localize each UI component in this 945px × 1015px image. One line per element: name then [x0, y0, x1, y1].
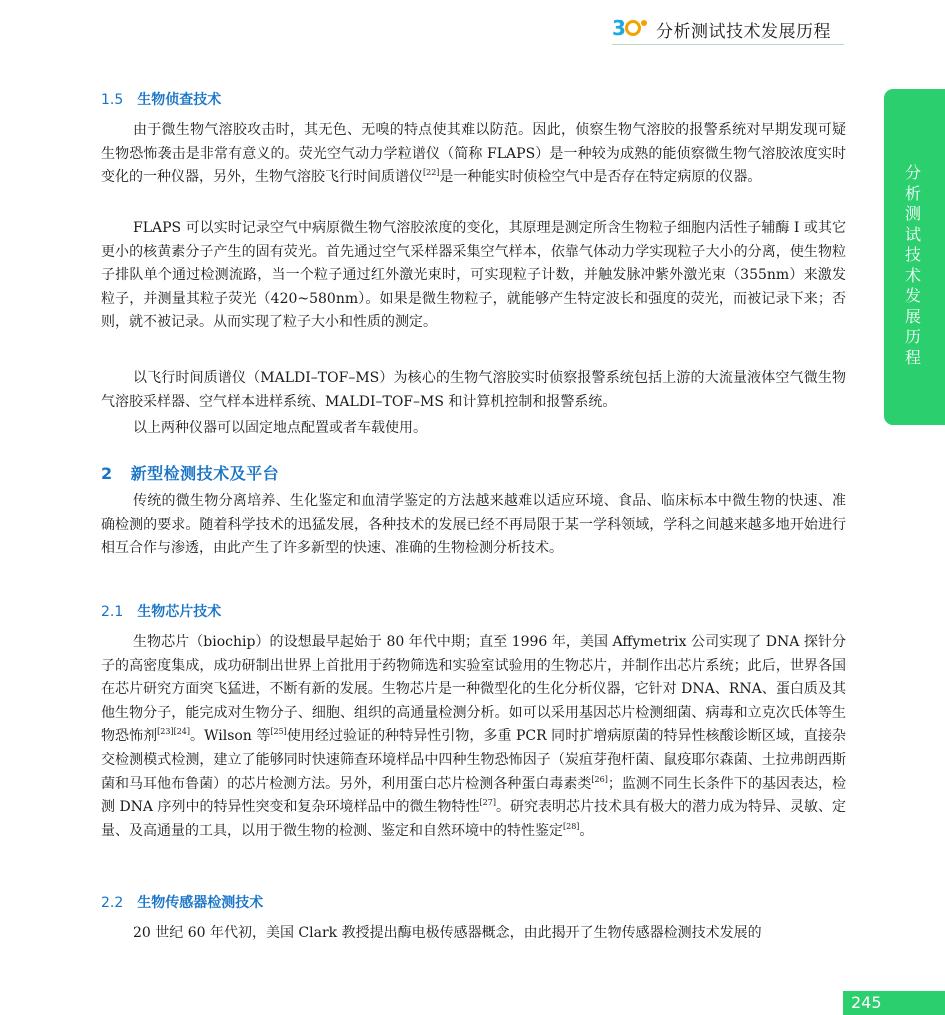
section-heading-2-2 — [101, 892, 263, 912]
paragraph-text: 是一种能实时侦检空气中是否存在特定病原的仪器。 — [439, 169, 762, 186]
paragraph: 以飞行时间质谱仪（MALDI–TOF–MS）为核心的生物气溶胶实时侦察报警系统包括上游的大流量液体空气微生物气溶胶采样器、空气样本进样系统、MALDI–TOF–MS 和计算机控制和报警系统。 — [101, 370, 846, 410]
section-title: 生物芯片技术 — [137, 604, 222, 620]
citation: [22] — [423, 168, 440, 178]
page-number: 245 — [851, 993, 882, 1012]
paragraph: FLAPS 可以实时记录空气中病原微生物气溶胶浓度的变化，其原理是测定所含生物粒子细胞内活性子辅酶 I 或其它更小的核黄素分子产生的固有荧光。首先通过空气采样器采集空气样本，依靠气体动力学实现粒子大小的分离，使生物粒子排队单个通过检测流路，当一个粒子通过红外激光束时，可实现粒子计数，并触发脉冲紫外激光束（355nm）来激发粒子，并测量其粒子荧光（420~580nm）。如果是微生物粒子，就能够产生特定波长和强度的荧光，而被记录下来；否则，就不被记录。从而实现了粒子大小和性质的测定。 — [101, 220, 846, 331]
citation: [23][24] — [157, 727, 191, 737]
section-title: 生物传感器检测技术 — [137, 895, 264, 911]
section-heading-1-5 — [101, 89, 221, 109]
paragraph-text: 由于微生物气溶胶攻击时，其无色、无嗅的特点使其难以防范。因此，侦察生物气溶胶的报警系统对早期发现可疑生物恐怖袭击是非常有意义的。荧光空气动力学粒谱仪（简称 FLAPS）是一种较为成熟的能侦察微生物气溶胶浓度实时变化的一种仪器，另外，生物气溶胶飞行时间质谱仪 — [101, 122, 846, 186]
paragraph: 传统的微生物分离培养、生化鉴定和血清学鉴定的方法越来越难以适应环境、食品、临床标本中微生物的快速、准确检测的要求。随着科学技术的迅猛发展，各种技术的发展已经不再局限于某一学科领域，学科之间越来越多地开始进行相互合作与渗透，由此产生了许多新型的快速、准确的生物检测分析技术。 — [101, 493, 846, 557]
section-number: 2.2 — [101, 895, 124, 911]
page-number-badge — [843, 991, 945, 1015]
anniversary-logo-icon — [612, 14, 652, 42]
running-header — [612, 14, 844, 45]
paragraph-text: 。Wilson 等 — [190, 728, 271, 745]
paragraph — [101, 119, 846, 190]
section-number: 1.5 — [101, 92, 124, 108]
paragraph-text: 使用经过验证的种特异性引物，多重 PCR 同时扩增病原菌的特异性核酸诊断区域，直接杂交检测模式检测，建立了能够同时快速筛查环境样品中四种生物恐怖因子（炭疽芽孢杆菌、鼠疫耶尔森菌、土拉弗朗西斯菌和马耳他布鲁菌）的芯片检测方法。另外，利用蛋白芯片检测各种蛋白毒素类 — [101, 728, 847, 792]
side-chapter-tab — [884, 89, 945, 425]
paragraph-text: ；监测不同生长条件下的基因表达，检测 DNA 序列中的特异性突变和复杂环境样品中的微生物特性 — [101, 775, 847, 816]
section-heading-2 — [101, 461, 279, 484]
section-title: 生物侦查技术 — [137, 92, 222, 108]
section-number: 2.1 — [101, 604, 124, 620]
citation: [28] — [563, 821, 580, 831]
section-heading-2-1 — [101, 601, 221, 621]
paragraph — [101, 631, 846, 843]
citation: [25] — [270, 727, 287, 737]
section-title: 新型检测技术及平台 — [130, 464, 280, 483]
paragraph-text: 。 — [579, 822, 594, 839]
svg-text:3: 3 — [612, 16, 626, 40]
citation: [26] — [591, 774, 608, 784]
section-number: 2 — [101, 464, 113, 483]
paragraph: 20 世纪 60 年代初，美国 Clark 教授提出酶电极传感器概念，由此揭开了生物传感器检测技术发展的 — [133, 925, 762, 941]
paragraph-text: 生物芯片（biochip）的设想最早起始于 80 年代中期；直至 1996 年，美国 Affymetrix 公司实现了 DNA 探针分子的高密度集成，成功研制出世界上首批用于药物筛选和实验室试验用的生物芯片，并制作出芯片系统；此后，世界各国在芯片研究方面突飞猛进，不断有新的发展。生物芯片是一种微型化的生化分析仪器，它针对 DNA、RNA、蛋白质及其他生物分子，能完成对生物分子、细胞、组织的高通量检测分析。如可以采用基因芯片检测细菌、病毒和立克次氏体等生物恐怖剂 — [101, 634, 846, 745]
paragraph: 以上两种仪器可以固定地点配置或者车载使用。 — [133, 420, 427, 436]
paragraph-text: 。研究表明芯片技术具有极大的潜力成为特异、灵敏、定量、及高通量的工具，以用于微生物的检测、鉴定和自然环境中的特性鉴定 — [101, 799, 847, 839]
side-chapter-label: 分析测试技术发展历程 — [904, 163, 921, 367]
citation: [27] — [479, 798, 496, 808]
header-title: 分析测试技术发展历程 — [656, 22, 831, 42]
